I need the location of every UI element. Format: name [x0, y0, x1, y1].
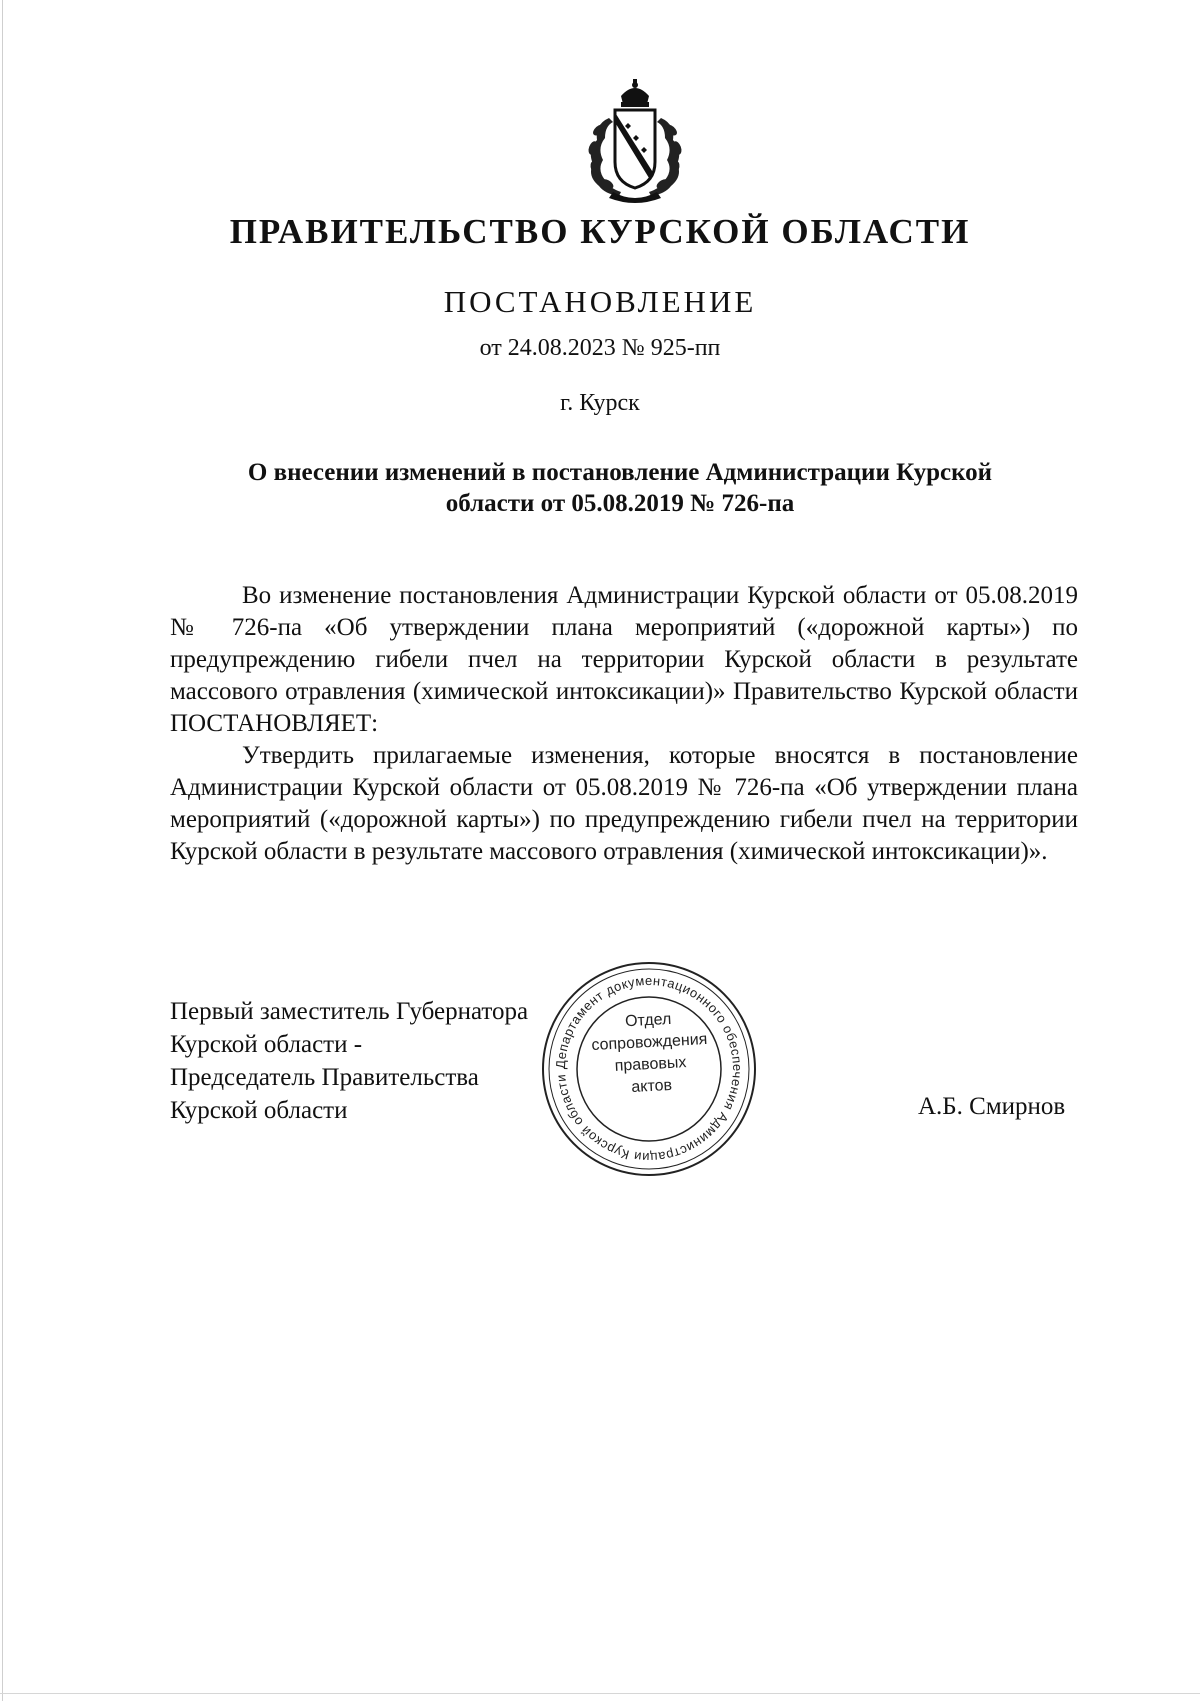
document-number: от 24.08.2023 № 925-пп: [479, 335, 721, 361]
subject-line: О внесении изменений в постановление Администрации Курской: [247, 459, 993, 486]
signer-title-line: Председатель Правительства: [170, 1064, 479, 1091]
scan-edge-line: [2, 0, 3, 1701]
document-subject: [190, 457, 1050, 519]
stamp-ring-text: Департамент документационного обеспечения Администрации Курской области: [552, 972, 746, 1166]
stamp-line: правовых: [614, 1054, 687, 1075]
stamp-line: актов: [630, 1076, 673, 1097]
signer-title-line: Первый заместитель Губернатора: [170, 998, 529, 1025]
document-body: [170, 580, 1078, 868]
government-title: ПРАВИТЕЛЬСТВО КУРСКОЙ ОБЛАСТИ: [229, 212, 971, 251]
coat-of-arms-icon: [569, 78, 701, 204]
signer-name: А.Б. Смирнов: [918, 1093, 1066, 1120]
signer-title-line: Курской области: [170, 1097, 348, 1124]
signer-title-line: Курской области -: [170, 1031, 363, 1058]
stamp-inner-text: [578, 1006, 722, 1101]
stamp-line: Отдел: [624, 1010, 672, 1031]
subject-line: области от 05.08.2019 № 726-па: [445, 490, 795, 517]
body-paragraph: Утвердить прилагаемые изменения, которые вносятся в постановление Администрации Курской области от 05.08.2019 № 726-па «Об утверждении плана мероприятий («дорожной карты») по предупреждению гибели пчел на территории Курской области в результате массового отравления (химической интоксикации)».: [170, 742, 1078, 865]
scan-bottom-line: [0, 1693, 1200, 1694]
document-type: ПОСТАНОВЛЕНИЕ: [443, 284, 757, 319]
document-city: г. Курск: [560, 390, 640, 416]
signer-title: [170, 995, 528, 1127]
body-paragraph: Во изменение постановления Администрации Курской области от 05.08.2019 № 726-па «Об утверждении плана мероприятий («дорожной карты») по предупреждению гибели пчел на территории Курской области в результате массового отравления (химической интоксикации)» Правительство Курской области ПОСТАНОВЛЯЕТ:: [170, 582, 1078, 737]
stamp-line: сопровождения: [591, 1030, 708, 1055]
